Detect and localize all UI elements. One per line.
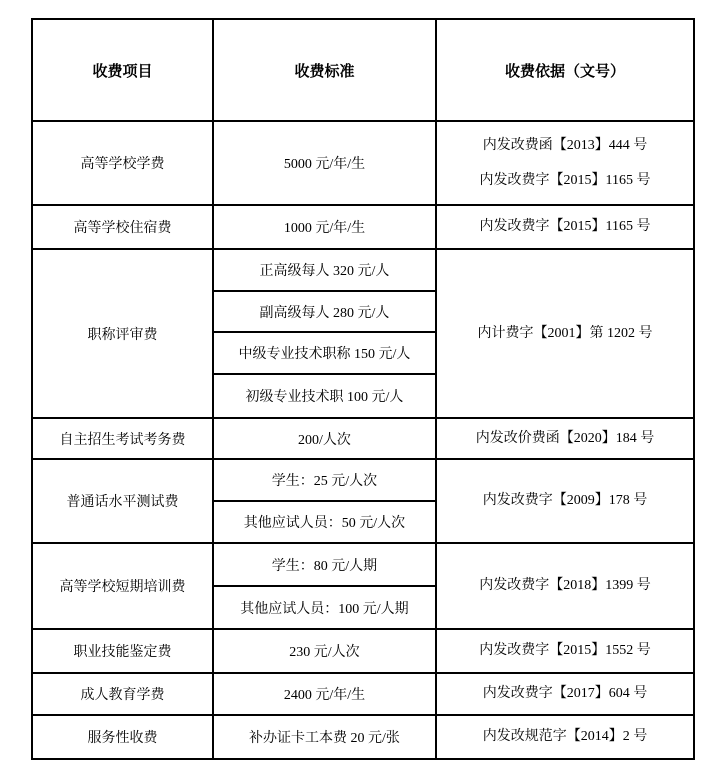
fee-item-cell: 高等学校学费 (32, 121, 213, 205)
fee-standard-cell: 学生：25 元/人次 (213, 459, 436, 501)
fee-basis-line: 内计费字【2001】第 1202 号 (477, 325, 653, 341)
fee-standard-cell: 其他应试人员：100 元/人期 (213, 586, 436, 629)
fee-standard-cell: 初级专业技术职 100 元/人 (213, 374, 436, 418)
fee-standard-cell: 副高级每人 280 元/人 (213, 291, 436, 332)
fee-item-cell: 普通话水平测试费 (32, 459, 213, 543)
fee-item-cell: 成人教育学费 (32, 673, 213, 715)
fee-basis-line: 内发改费字【2009】178 号 (482, 493, 648, 509)
fee-item-cell: 职称评审费 (32, 249, 213, 418)
fee-standard-cell: 其他应试人员：50 元/人次 (213, 501, 436, 543)
header-cell-item: 收费项目 (32, 19, 213, 121)
fee-basis-cell (436, 629, 694, 673)
fee-item-cell: 自主招生考试考务费 (32, 418, 213, 459)
fee-basis-cell (436, 715, 694, 759)
table-row (32, 249, 694, 291)
table-row (32, 629, 694, 673)
fee-item-cell: 职业技能鉴定费 (32, 629, 213, 673)
fee-table-body (32, 121, 694, 759)
fee-basis-cell (436, 673, 694, 715)
fee-basis-line: 内发改费字【2015】1165 号 (479, 172, 651, 188)
fee-basis-cell (436, 205, 694, 249)
fee-standard-cell: 230 元/人次 (213, 629, 436, 673)
fee-basis-line: 内发改费字【2017】604 号 (482, 686, 648, 702)
table-row (32, 715, 694, 759)
fee-table-header (32, 19, 694, 121)
fee-basis-line: 内发改费函【2013】444 号 (482, 137, 648, 153)
fee-basis-line: 内发改价费函【2020】184 号 (475, 430, 655, 446)
fee-item-cell: 高等学校住宿费 (32, 205, 213, 249)
fee-table (31, 18, 695, 760)
table-row (32, 418, 694, 459)
fee-basis-cell (436, 459, 694, 543)
table-row (32, 121, 694, 205)
fee-basis-line: 内发改规范字【2014】2 号 (482, 729, 648, 745)
fee-basis-cell (436, 543, 694, 629)
table-row (32, 205, 694, 249)
fee-basis-line: 内发改费字【2015】1165 号 (479, 219, 651, 235)
fee-standard-cell: 学生：80 元/人期 (213, 543, 436, 586)
fee-item-cell: 服务性收费 (32, 715, 213, 759)
fee-basis-line: 内发改费字【2018】1399 号 (479, 578, 651, 594)
fee-basis-cell (436, 418, 694, 459)
fee-basis-cell (436, 249, 694, 418)
fee-standard-cell: 200/人次 (213, 418, 436, 459)
fee-standard-cell: 5000 元/年/生 (213, 121, 436, 205)
fee-basis-cell (436, 121, 694, 205)
fee-standard-cell: 补办证卡工本费 20 元/张 (213, 715, 436, 759)
fee-standard-cell: 中级专业技术职称 150 元/人 (213, 332, 436, 374)
fee-standard-cell: 2400 元/年/生 (213, 673, 436, 715)
header-cell-basis: 收费依据（文号） (436, 19, 694, 121)
header-row (32, 19, 694, 121)
header-cell-standard: 收费标准 (213, 19, 436, 121)
table-row (32, 459, 694, 501)
fee-item-cell: 高等学校短期培训费 (32, 543, 213, 629)
table-row (32, 543, 694, 586)
fee-standard-cell: 正高级每人 320 元/人 (213, 249, 436, 291)
fee-basis-line: 内发改费字【2015】1552 号 (479, 643, 651, 659)
table-row (32, 673, 694, 715)
fee-standard-cell: 1000 元/年/生 (213, 205, 436, 249)
